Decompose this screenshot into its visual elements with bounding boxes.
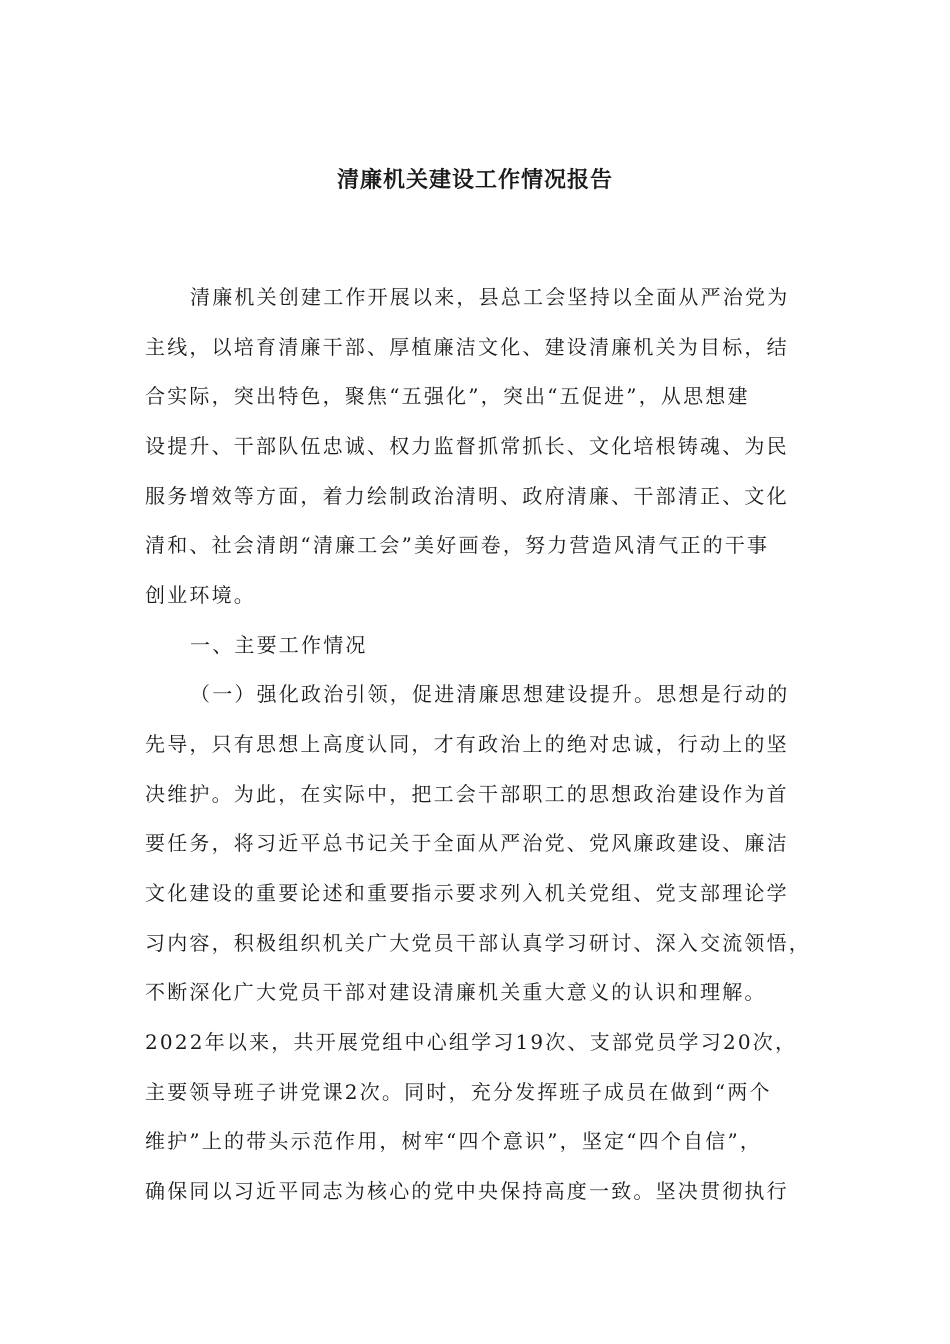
paragraph-line: 决维护。为此，在实际中，把工会干部职工的思想政治建设作为首 bbox=[145, 782, 789, 806]
paragraph-line: 习内容，积极组织机关广大党员干部认真学习研讨、深入交流领悟， bbox=[145, 931, 811, 955]
paragraph-line: 2022年以来，共开展党组中心组学习19次、支部党员学习20次， bbox=[145, 1030, 798, 1054]
paragraph-line: 合实际，突出特色，聚焦“五强化”，突出“五促进”，从思想建 bbox=[145, 384, 750, 408]
paragraph-line: 清廉机关创建工作开展以来，县总工会坚持以全面从严治党为 bbox=[190, 285, 790, 309]
paragraph-line: （一）强化政治引领，促进清廉思想建设提升。思想是行动的 bbox=[190, 682, 790, 706]
paragraph-line: 文化建设的重要论述和重要指示要求列入机关党组、党支部理论学 bbox=[145, 881, 789, 905]
paragraph-line: 服务增效等方面，着力绘制政治清明、政府清廉、干部清正、文化 bbox=[145, 484, 789, 508]
paragraph-line: 创业环境。 bbox=[145, 583, 256, 607]
paragraph-line: 主线，以培育清廉干部、厚植廉洁文化、建设清廉机关为目标，结 bbox=[145, 335, 789, 359]
section-heading: 一、主要工作情况 bbox=[190, 633, 368, 657]
paragraph-line: 不断深化广大党员干部对建设清廉机关重大意义的认识和理解。 bbox=[145, 980, 767, 1004]
paragraph-line: 要任务，将习近平总书记关于全面从严治党、党风廉政建设、廉洁 bbox=[145, 831, 789, 855]
paragraph-line: 清和、社会清朗“清廉工会”美好画卷，努力营造风清气正的干事 bbox=[145, 533, 770, 557]
paragraph-line: 确保同以习近平同志为核心的党中央保持高度一致。坚决贯彻执行 bbox=[145, 1179, 789, 1203]
document-title: 清廉机关建设工作情况报告 bbox=[336, 167, 613, 193]
paragraph-line: 设提升、干部队伍忠诚、权力监督抓常抓长、文化培根铸魂、为民 bbox=[145, 434, 789, 458]
paragraph-line: 先导，只有思想上高度认同，才有政治上的绝对忠诚，行动上的坚 bbox=[145, 732, 789, 756]
paragraph-line: 主要领导班子讲党课2次。同时，充分发挥班子成员在做到“两个 bbox=[145, 1080, 772, 1104]
paragraph-line: 维护”上的带头示范作用，树牢“四个意识”，坚定“四个自信”， bbox=[145, 1129, 763, 1153]
